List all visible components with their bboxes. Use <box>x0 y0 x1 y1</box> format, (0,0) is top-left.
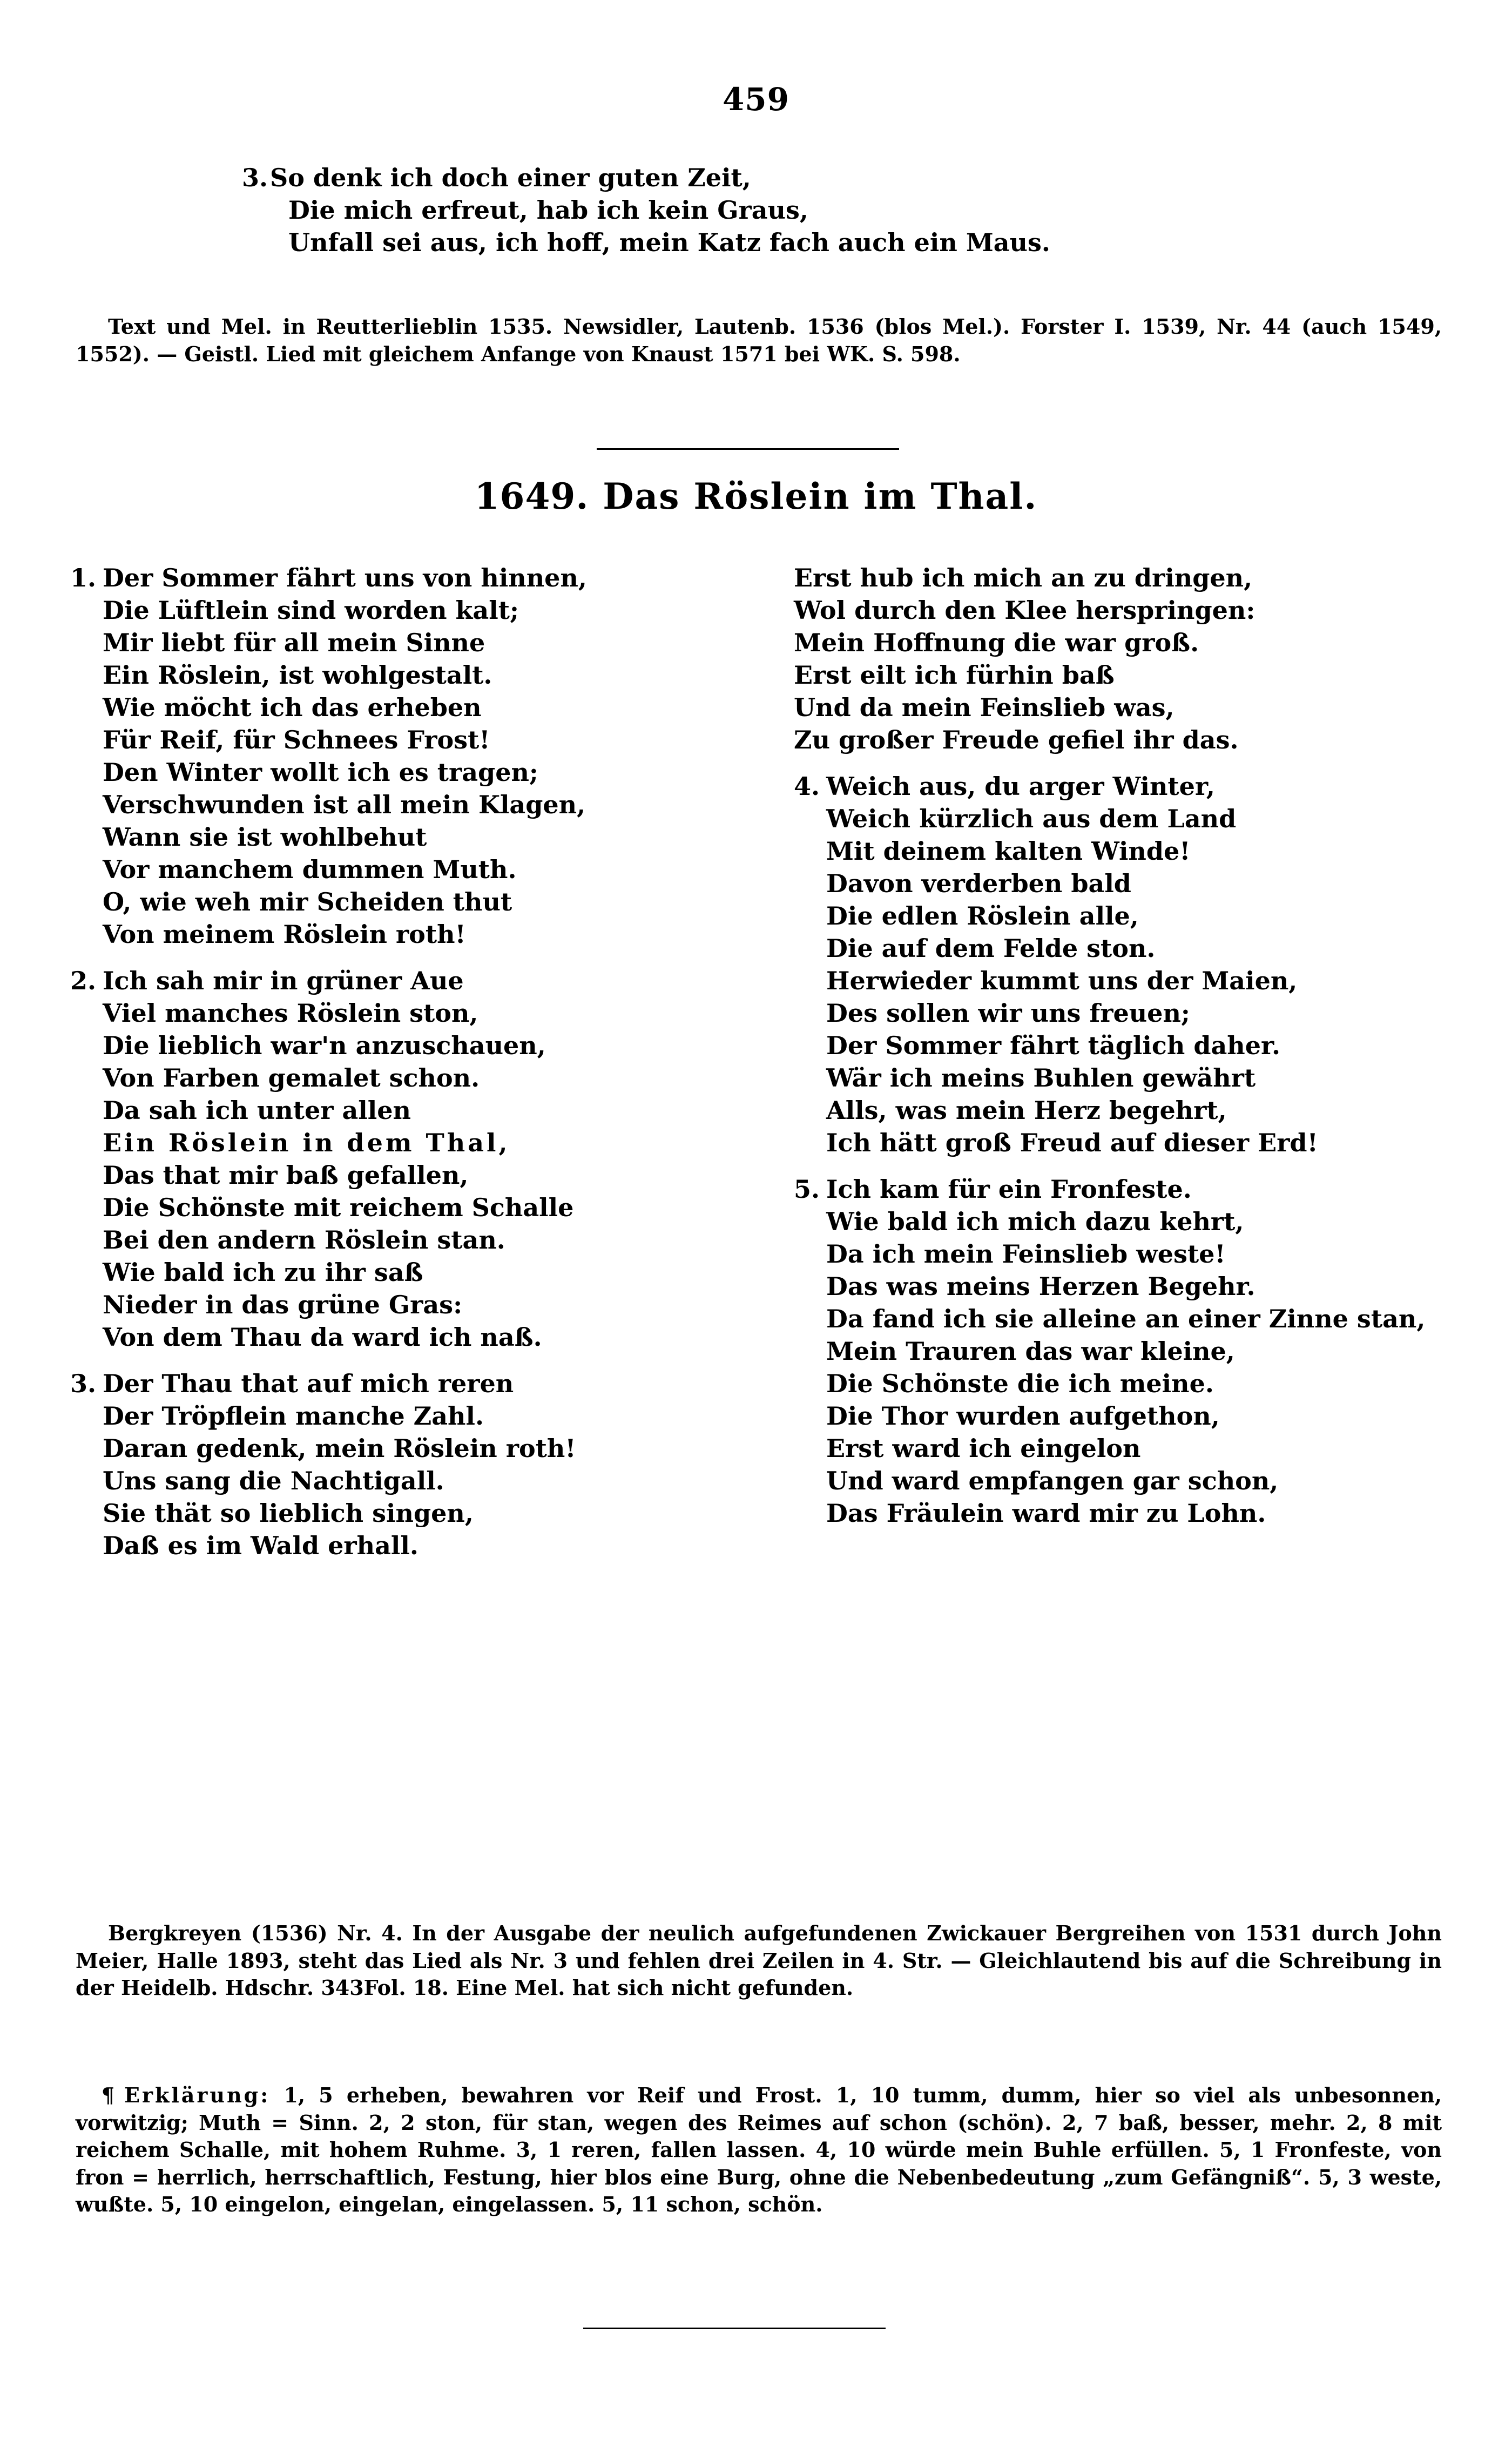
stanza-line-text: Sie thät so lieblich singen, <box>103 1499 474 1528</box>
stanza-line-text: Mein Trauren das war kleine, <box>826 1337 1235 1366</box>
stanza-line-text: Die Thor wurden aufgethon, <box>826 1401 1220 1431</box>
stanza-2 <box>70 965 751 1353</box>
page-number: 459 <box>722 81 790 118</box>
stanza-line-text: Das was meins Herzen Begehr. <box>826 1272 1256 1301</box>
stanza-line-text: Bei den andern Röslein stan. <box>103 1225 505 1255</box>
stanza-line-text: So denk ich doch einer guten Zeit, <box>270 163 751 192</box>
stanza-line-text: Das that mir baß gefallen, <box>103 1161 469 1190</box>
explanation-note <box>76 2082 1442 2218</box>
stanza-line-text: Mit deinem kalten Winde! <box>826 837 1191 866</box>
stanza-line-text: Die mich erfreut, hab ich kein Graus, <box>288 195 808 225</box>
stanza-line-text: Die Schönste mit reichem Schalle <box>103 1193 574 1223</box>
stanza-line-text: Vor manchem dummen Muth. <box>103 855 517 885</box>
stanza-line-text: Die Schönste die ich meine. <box>826 1369 1214 1399</box>
stanza-line-text: Davon verderben bald <box>826 869 1131 899</box>
stanza-line-text: Weich aus, du arger Winter, <box>826 772 1215 801</box>
stanza-line-text: Wann sie ist wohlbehut <box>103 822 427 852</box>
stanza-line-text: Die Lüftlein sind worden kalt; <box>103 596 519 625</box>
stanza-line-text: Da sah ich unter allen <box>103 1096 411 1125</box>
stanza-line-text: Von dem Thau da ward ich naß. <box>103 1323 542 1352</box>
verse-column-left <box>70 562 751 1576</box>
top-stanza <box>242 162 1296 259</box>
stanza-line-text: Und da mein Feinslieb was, <box>794 693 1174 723</box>
stanza-number: 3. <box>70 1369 97 1399</box>
stanza-line-text: Ein Röslein, ist wohlgestalt. <box>103 660 492 690</box>
divider-rule-top <box>597 448 899 450</box>
source-note-top <box>76 313 1442 368</box>
stanza-line-text: Die lieblich war'n anzuschauen, <box>103 1031 546 1061</box>
stanza-line-text: Viel manches Röslein ston, <box>103 999 478 1028</box>
stanza-line <box>242 162 1296 194</box>
source-note-bottom <box>76 1920 1442 2002</box>
stanza-line-text: Verschwunden ist all mein Klagen, <box>103 790 586 820</box>
stanza-number: 3. <box>242 163 268 192</box>
stanza-line-text: Zu großer Freude gefiel ihr das. <box>794 725 1239 755</box>
stanza-line-text: Wie bald ich mich dazu kehrt, <box>826 1207 1244 1237</box>
stanza-line-text: Alls, was mein Herz begehrt, <box>826 1096 1227 1125</box>
source-note-text: Text und Mel. in Reutterlieblin 1535. Newsidler, Lautenb. 1536 (blos Mel.). Forster I. 1539, Nr. 44 (auch 1549, 1552). — Geistl. Lied mit gleichem Anfange von Knaust 1571 bei WK. S. 598. <box>76 314 1442 366</box>
source-note-bottom-text: Bergkreyen (1536) Nr. 4. In der Ausgabe der neulich aufgefundenen Zwickauer Bergreihen von 1531 durch John Meier, Halle 1893, steht das Lied als Nr. 3 und fehlen drei Zeilen in 4. Str. — Gleichlautend bis auf die Schreibung in der Heidelb. Hdschr. 343Fol. 18. Eine Mel. hat sich nicht gefunden. <box>76 1921 1442 2000</box>
stanza-line-text: Ein Röslein in dem Thal, <box>103 1128 510 1158</box>
stanza-line-text: Und ward empfangen gar schon, <box>826 1466 1279 1496</box>
stanza-line-text: Da ich mein Feinslieb weste! <box>826 1239 1226 1269</box>
stanza-line-text: Ich kam für ein Fronfeste. <box>826 1175 1192 1204</box>
stanza-line-text: Die edlen Röslein alle, <box>826 901 1139 931</box>
stanza-3 <box>70 1367 751 1562</box>
explanation-label: Erklärung: <box>124 2083 271 2107</box>
stanza-line-text: Erst eilt ich fürhin baß <box>794 660 1115 690</box>
divider-rule-bottom <box>583 2328 886 2329</box>
stanza-number: 4. <box>794 772 820 801</box>
stanza-line-text: Herwieder kummt uns der Maien, <box>826 966 1298 996</box>
stanza-line-text: Nieder in das grüne Gras: <box>103 1290 463 1320</box>
stanza-line-text: Weich kürzlich aus dem Land <box>826 804 1237 834</box>
stanza-line-text: Unfall sei aus, ich hoff, mein Katz fach auch ein Maus. <box>288 227 1050 257</box>
stanza-line-text: Ich sah mir in grüner Aue <box>103 966 464 996</box>
stanza-line-text: Ich hätt groß Freud auf dieser Erd! <box>826 1128 1318 1158</box>
stanza-line-text: Den Winter wollt ich es tragen; <box>103 758 538 787</box>
stanza-line <box>270 194 1296 227</box>
pilcrow-icon: ¶ <box>101 2083 114 2107</box>
stanza-line-text: Erst ward ich eingelon <box>826 1434 1141 1464</box>
stanza-line-text: Erst hub ich mich an zu dringen, <box>794 563 1253 592</box>
stanza-line-text: Von meinem Röslein roth! <box>103 920 466 949</box>
explanation-text: 1, 5 erheben, bewahren vor Reif und Frost. 1, 10 tumm, dumm, hier so viel als unbesonnen, vorwitzig; Muth = Sinn. 2, 2 ston, für stan, wegen des Reimes auf schon (schön). 2, 7 baß, besser, mehr. 2, 8 mit reichem Schalle, mit hohem Ruhme. 3, 1 reren, fallen lassen. 4, 10 würde mein Buhle erfüllen. 5, 1 Fronfeste, von fron = herrlich, herrschaftlich, Festung, hier blos eine Burg, ohne die Nebenbedeutung „zum Gefängniß“. 5, 3 weste, wußte. 5, 10 eingelon, eingelan, eingelassen. 5, 11 schon, schön. <box>76 2083 1442 2217</box>
stanza-line-text: Die auf dem Felde ston. <box>826 934 1156 963</box>
stanza-line-text: Daran gedenk, mein Röslein roth! <box>103 1434 576 1464</box>
stanza-line-text: Der Thau that auf mich reren <box>103 1369 514 1399</box>
stanza-continuation <box>794 562 1490 756</box>
stanza-line-text: Wie möcht ich das erheben <box>103 693 482 723</box>
stanza-number: 2. <box>70 966 97 996</box>
song-title: Das Röslein im Thal. <box>603 475 1038 517</box>
stanza-line-text: Der Sommer fährt täglich daher. <box>826 1031 1281 1061</box>
stanza-line-text: Das Fräulein ward mir zu Lohn. <box>826 1499 1266 1528</box>
stanza-1 <box>70 562 751 950</box>
song-number: 1649. <box>474 475 589 517</box>
stanza-line-text: Uns sang die Nachtigall. <box>103 1466 444 1496</box>
stanza-number: 1. <box>70 563 97 592</box>
stanza-line-text: Wie bald ich zu ihr saß <box>103 1258 423 1287</box>
stanza-line-text: Für Reif, für Schnees Frost! <box>103 725 490 755</box>
stanza-line <box>270 227 1296 259</box>
stanza-line-text: Der Sommer fährt uns von hinnen, <box>103 563 587 592</box>
stanza-number: 5. <box>794 1175 820 1204</box>
stanza-line-text: O, wie weh mir Scheiden thut <box>103 887 512 917</box>
stanza-line-text: Mein Hoffnung die war groß. <box>794 628 1199 658</box>
stanza-line-text: Wär ich meins Buhlen gewährt <box>826 1063 1256 1093</box>
stanza-line-text: Der Tröpflein manche Zahl. <box>103 1401 484 1431</box>
stanza-4 <box>794 770 1490 1159</box>
verse-column-right <box>794 562 1490 1543</box>
stanza-line-text: Daß es im Wald erhall. <box>103 1531 418 1561</box>
stanza-5 <box>794 1173 1490 1529</box>
stanza-line-text: Von Farben gemalet schon. <box>103 1063 480 1093</box>
stanza-line-text: Des sollen wir uns freuen; <box>826 999 1190 1028</box>
song-heading <box>0 475 1512 517</box>
stanza-line-text: Mir liebt für all mein Sinne <box>103 628 485 658</box>
stanza-line-text: Da fand ich sie alleine an einer Zinne stan, <box>826 1304 1426 1334</box>
stanza-line-text: Wol durch den Klee herspringen: <box>794 596 1256 625</box>
